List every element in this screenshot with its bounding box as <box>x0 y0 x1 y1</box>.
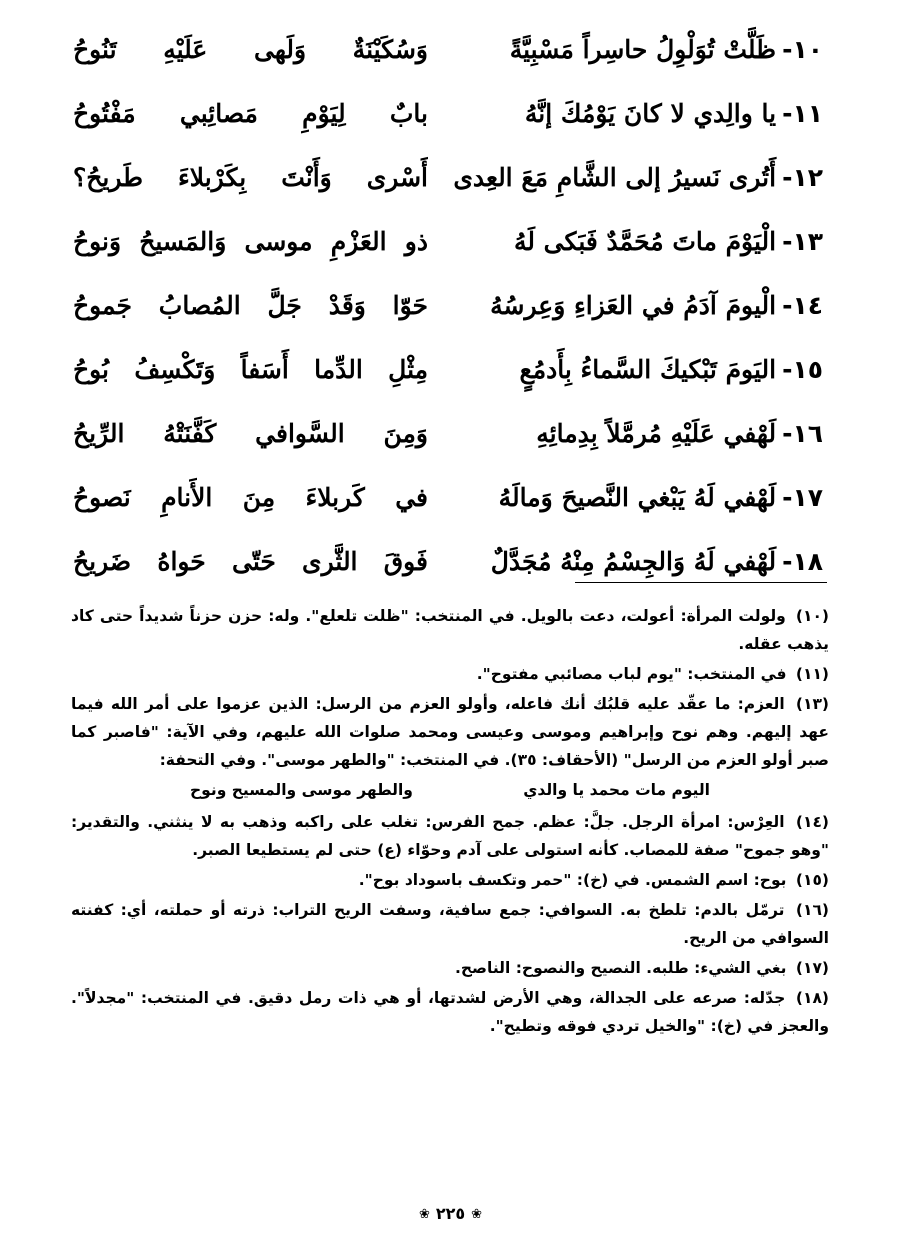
verse-first-hemistich <box>453 146 823 210</box>
verse-number: ١٣- <box>782 227 823 256</box>
footnote-text: بغي الشيء: طلبه. النصيح والنصوح: الناصح. <box>454 959 787 977</box>
verse-first-hemistich <box>453 466 823 530</box>
verse-first-hemistich <box>453 82 823 146</box>
hemistich-text: اليَومَ تَبْكيكَ السَّماءُ بِأَدمُعٍ <box>519 355 777 384</box>
verse-first-hemistich <box>453 210 823 274</box>
verse-14 <box>73 274 823 338</box>
verse-12 <box>73 146 823 210</box>
verse-second-hemistich: وَمِنَ السَّوافي كَفَّنَتْهُ الرِّيحُ <box>73 419 428 448</box>
footnote-text: ترمّل بالدم: تلطخ به. السوافي: جمع سافية، وسفت الريح التراب: ذرته أو حملته، أي: كفنته السوافي من الريح. <box>71 901 829 947</box>
footnote-verse-citation <box>190 776 710 804</box>
verse-second-hemistich: مِثْلِ الدِّما أَسَفاً وَتَكْسِفُ بُوحُ <box>73 355 428 384</box>
verse-15 <box>73 338 823 402</box>
footnote-text: في المنتخب: "يوم لباب مصائبي مفتوح". <box>476 665 787 683</box>
verse-number: ١٨- <box>782 547 823 576</box>
hemistich-text: أَتُرى نَسيرُ إلى الشَّامِ مَعَ العِدى <box>453 163 777 192</box>
footnote-10 <box>71 602 829 658</box>
footnote-number: (١٤) <box>795 813 829 831</box>
verse-number: ١٢- <box>782 163 823 192</box>
page-number: ٢٢٥ <box>435 1204 466 1223</box>
footnote-separator <box>575 582 827 583</box>
poem <box>73 18 823 594</box>
flower-ornament-icon: ❀ <box>418 1207 430 1222</box>
verse-first-hemistich <box>453 18 823 82</box>
verse-first-hemistich <box>453 402 823 466</box>
footnote-text: العِرْس: امرأة الرجل. جلَّ: عظم. جمح الفرس: تغلب على راكبه وذهب به لا ينثني. والتقدير: "وهو جموح" صفة للمصاب. كأنه استولى على آدم وحوّاء (ع) حتى لم يستطيعا الصبر. <box>71 813 829 859</box>
verse-18 <box>73 530 823 594</box>
hemistich-text: لَهْفي لَهُ وَالجِسْمُ مِنْهُ مُجَدَّلٌ <box>490 547 777 576</box>
verse-number: ١٧- <box>782 483 823 512</box>
verse-number: ١١- <box>782 99 823 128</box>
footnotes <box>71 602 829 1040</box>
footnote-13 <box>71 690 829 774</box>
hemistich-text: ظَلَّتْ تُوَلْوِلُ حاسِراً مَسْبِيَّةً <box>509 35 777 64</box>
verse-second-hemistich: فَوقَ الثَّرى حَتّى حَواهُ ضَريحُ <box>73 547 428 576</box>
verse-number: ١٤- <box>782 291 823 320</box>
verse-second-hemistich: في كَربلاءَ مِنَ الأَنامِ نَصوحُ <box>73 483 428 512</box>
verse-16 <box>73 402 823 466</box>
verse-10 <box>73 18 823 82</box>
hemistich-text: لَهْفي عَلَيْهِ مُرمَّلاً بِدِمائِهِ <box>536 419 777 448</box>
citation-second-hemistich: والطهر موسى والمسيح ونوح <box>190 781 413 799</box>
hemistich-text: الْيومَ آدَمُ في العَزاءِ وَعِرسُهُ <box>490 291 777 320</box>
verse-first-hemistich <box>453 530 823 594</box>
page-number-footer <box>0 1204 901 1223</box>
hemistich-text: لَهْفي لَهُ يَبْغي النَّصيحَ وَمالَهُ <box>498 483 777 512</box>
footnote-number: (١٠) <box>795 607 829 625</box>
footnote-text: ولولت المرأة: أعولت، دعت بالويل. في المنتخب: "ظلت تلعلع". وله: حزن حزناً شديداً حتى كاد يذهب عقله. <box>71 607 829 653</box>
verse-number: ١٥- <box>782 355 823 384</box>
footnote-number: (١٦) <box>795 901 829 919</box>
verse-13 <box>73 210 823 274</box>
footnote-16 <box>71 896 829 952</box>
hemistich-text: الْيَوْمَ ماتَ مُحَمَّدٌ فَبَكى لَهُ <box>513 227 777 256</box>
citation-first-hemistich: اليوم مات محمد يا والدي <box>523 781 710 799</box>
verse-first-hemistich <box>453 338 823 402</box>
verse-second-hemistich: ذو العَزْمِ موسى وَالمَسيحُ وَنوحُ <box>73 227 428 256</box>
verse-number: ١٦- <box>782 419 823 448</box>
verse-11 <box>73 82 823 146</box>
footnote-number: (١٣) <box>795 695 829 713</box>
verse-second-hemistich: وَسُكَيْنَةٌ وَلَهى عَلَيْهِ تَنُوحُ <box>73 35 428 64</box>
footnote-text: جدّله: صرعه على الجدالة، وهي الأرض لشدتها، أو هي ذات رمل دقيق. في المنتخب: "مجدلاً". والعجز في (خ): "والخيل تردي فوقه وتطيح". <box>71 989 829 1035</box>
footnote-17 <box>71 954 829 982</box>
footnote-14 <box>71 808 829 864</box>
footnote-number: (١٨) <box>795 989 829 1007</box>
footnote-text: بوح: اسم الشمس. في (خ): "حمر وتكسف باسوداد بوح". <box>358 871 787 889</box>
flower-ornament-icon: ❀ <box>471 1207 483 1222</box>
hemistich-text: يا والِدي لا كانَ يَوْمُكَ إنَّهُ <box>524 99 777 128</box>
footnote-text: العزم: ما عقّد عليه قلبُك أنك فاعله، وأولو العزم من الرسل: الذين عزموا على أمر الله فيما عهد إليهم. وهم نوح وإبراهيم وموسى وعيسى ومحمد صلوات الله عليهم، وفي الآية: "فاصبر كما صبر أولو العزم من الرسل" (الأحقاف: ٣٥). في المنتخب: "والطهر موسى". وفي التحفة: <box>71 695 829 769</box>
footnote-11 <box>71 660 829 688</box>
verse-first-hemistich <box>453 274 823 338</box>
footnote-number: (١١) <box>795 665 829 683</box>
footnote-15 <box>71 866 829 894</box>
verse-17 <box>73 466 823 530</box>
footnote-18 <box>71 984 829 1040</box>
footnote-number: (١٥) <box>795 871 829 889</box>
footnote-number: (١٧) <box>795 959 829 977</box>
verse-second-hemistich: حَوّا وَقَدْ جَلَّ المُصابُ جَموحُ <box>73 291 428 320</box>
verse-second-hemistich: بابٌ لِيَوْمِ مَصائِبي مَفْتُوحُ <box>73 99 428 128</box>
verse-second-hemistich: أَسْرى وَأَنْتَ بِكَرْبلاءَ طَريحُ؟ <box>73 163 428 192</box>
verse-number: ١٠- <box>782 35 823 64</box>
